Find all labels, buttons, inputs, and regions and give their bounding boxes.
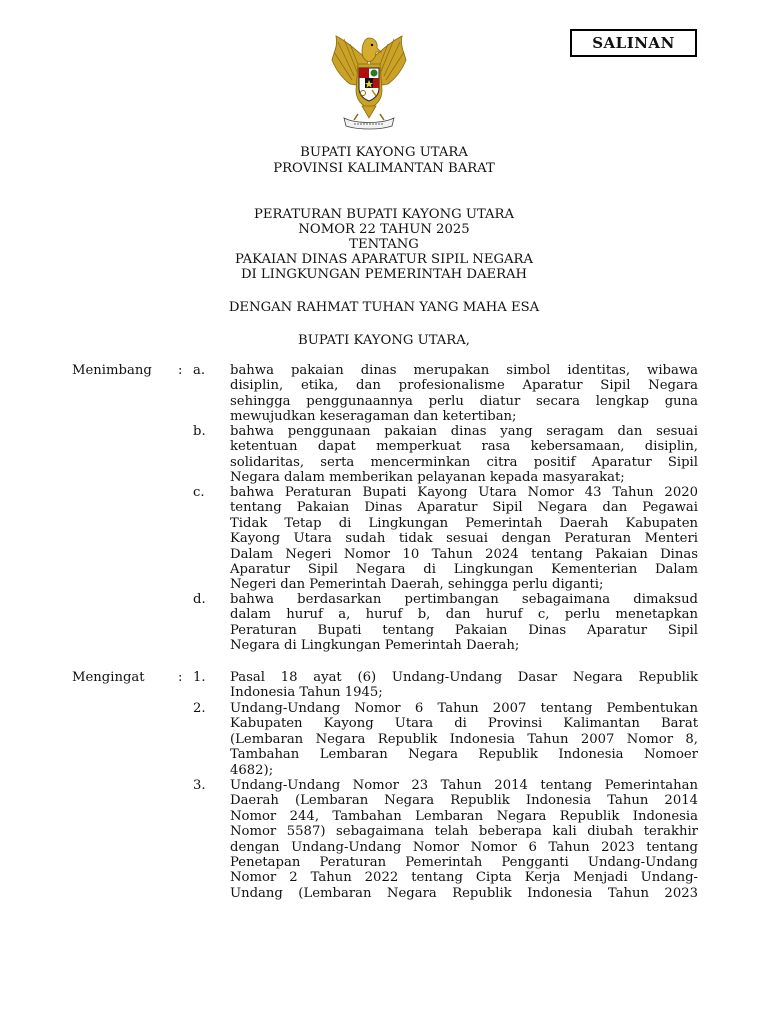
text-line: Aparatur Sipil Negara di Lingkungan Kementerian Dalam xyxy=(230,562,698,578)
text-line: dalam huruf a, huruf b, dan huruf c, perlu menetapkan xyxy=(230,607,698,623)
regulation-tentang: TENTANG xyxy=(349,237,419,252)
menimbang-label: Menimbang xyxy=(72,363,152,378)
mengingat-mark-3: 3. xyxy=(193,778,206,793)
text-line: Negeri dan Pemerintah Daerah, sehingga perlu diganti; xyxy=(230,577,604,593)
text-line: Indonesia Tahun 1945; xyxy=(230,685,383,701)
mengingat-mark-1: 1. xyxy=(193,670,206,685)
text-line: Nomor 2 Tahun 2022 tentang Cipta Kerja Menjadi Undang- xyxy=(230,870,698,886)
mengingat-colon: : xyxy=(178,670,183,685)
mengingat-item-3 xyxy=(230,778,698,901)
text-line: tentang Pakaian Dinas Aparatur Sipil Negara dan Pegawai xyxy=(230,500,698,516)
text-line: Negara di Lingkungan Pemerintah Daerah; xyxy=(230,638,520,654)
menimbang-item-b xyxy=(230,424,698,486)
text-line: dengan Undang-Undang Nomor Nomor 6 Tahun 2023 tentang xyxy=(230,839,698,855)
mengingat-item-2 xyxy=(230,701,698,778)
menimbang-colon: : xyxy=(178,363,183,378)
mengingat-label: Mengingat xyxy=(72,670,145,685)
text-line: mewujudkan keseragaman dan ketertiban; xyxy=(230,409,517,425)
regent-title: BUPATI KAYONG UTARA xyxy=(300,145,468,160)
text-line: Undang-Undang Nomor 23 Tahun 2014 tentang Pemerintahan xyxy=(230,778,698,793)
text-line: Peraturan Bupati tentang Pakaian Dinas Aparatur Sipil xyxy=(230,622,698,638)
regulation-number: NOMOR 22 TAHUN 2025 xyxy=(298,222,470,237)
text-line: Nomor 5587) sebagaimana telah beberapa kali diubah terakhir xyxy=(230,824,698,840)
text-line: ketentuan dapat memperkuat rasa kebersamaan, disiplin, xyxy=(230,439,698,455)
menimbang-item-a xyxy=(230,363,698,425)
salinan-stamp: SALINAN xyxy=(570,29,697,57)
menimbang-mark-a: a. xyxy=(193,363,206,378)
text-line: sehingga penggunaannya perlu diatur secara lengkap guna xyxy=(230,393,698,409)
regulation-subject-scope: DI LINGKUNGAN PEMERINTAH DAERAH xyxy=(240,267,528,282)
text-line: Dalam Negeri Nomor 10 Tahun 2024 tentang Pakaian Dinas xyxy=(230,546,698,562)
text-line: bahwa pakaian dinas merupakan simbol identitas, wibawa xyxy=(230,363,698,378)
garuda-pancasila-emblem-icon xyxy=(328,30,410,132)
regulation-subject: PAKAIAN DINAS APARATUR SIPIL NEGARA xyxy=(235,252,533,267)
text-line: Negara dalam memberikan pelayanan kepada masyarakat; xyxy=(230,470,625,486)
text-line: solidaritas, serta mencerminkan citra positif Aparatur Sipil xyxy=(230,454,698,470)
menimbang-mark-b: b. xyxy=(193,424,206,439)
mengingat-mark-2: 2. xyxy=(193,701,206,716)
text-line: Tambahan Lembaran Negara Republik Indonesia Nomoer xyxy=(230,747,698,763)
text-line: (Lembaran Negara Republik Indonesia Tahun 2007 Nomor 8, xyxy=(230,731,698,747)
text-line: bahwa berdasarkan pertimbangan sebagaimana dimaksud xyxy=(230,592,698,607)
text-line: Kayong Utara sudah tidak sesuai dengan Peraturan Menteri xyxy=(230,531,698,547)
blessing-line: DENGAN RAHMAT TUHAN YANG MAHA ESA xyxy=(228,300,540,315)
menimbang-mark-c: c. xyxy=(193,485,205,500)
menimbang-item-d xyxy=(230,592,698,654)
menimbang-item-c xyxy=(230,485,698,593)
regent-heading: BUPATI KAYONG UTARA, xyxy=(298,333,470,348)
text-line: Penetapan Peraturan Pemerintah Pengganti Undang-Undang xyxy=(230,855,698,871)
text-line: Kabupaten Kayong Utara di Provinsi Kalimantan Barat xyxy=(230,716,698,732)
text-line: disiplin, etika, dan profesionalisme Aparatur Sipil Negara xyxy=(230,378,698,394)
text-line: bahwa penggunaan pakaian dinas yang seragam dan sesuai xyxy=(230,424,698,439)
regulation-title: PERATURAN BUPATI KAYONG UTARA xyxy=(253,207,515,222)
text-line: Undang (Lembaran Negara Republik Indonesia Tahun 2023 xyxy=(230,885,698,901)
mengingat-item-1 xyxy=(230,670,698,701)
text-line: Tidak Tetap di Lingkungan Pemerintah Daerah Kabupaten xyxy=(230,515,698,531)
text-line: Pasal 18 ayat (6) Undang-Undang Dasar Negara Republik xyxy=(230,670,698,685)
text-line: bahwa Peraturan Bupati Kayong Utara Nomor 43 Tahun 2020 xyxy=(230,485,698,500)
text-line: Undang-Undang Nomor 6 Tahun 2007 tentang Pembentukan xyxy=(230,701,698,716)
text-line: Daerah (Lembaran Negara Republik Indonesia Tahun 2014 xyxy=(230,793,698,809)
text-line: Nomor 244, Tambahan Lembaran Negara Republik Indonesia xyxy=(230,808,698,824)
menimbang-mark-d: d. xyxy=(193,592,206,607)
province-title: PROVINSI KALIMANTAN BARAT xyxy=(273,161,495,176)
text-line: 4682); xyxy=(230,762,274,778)
